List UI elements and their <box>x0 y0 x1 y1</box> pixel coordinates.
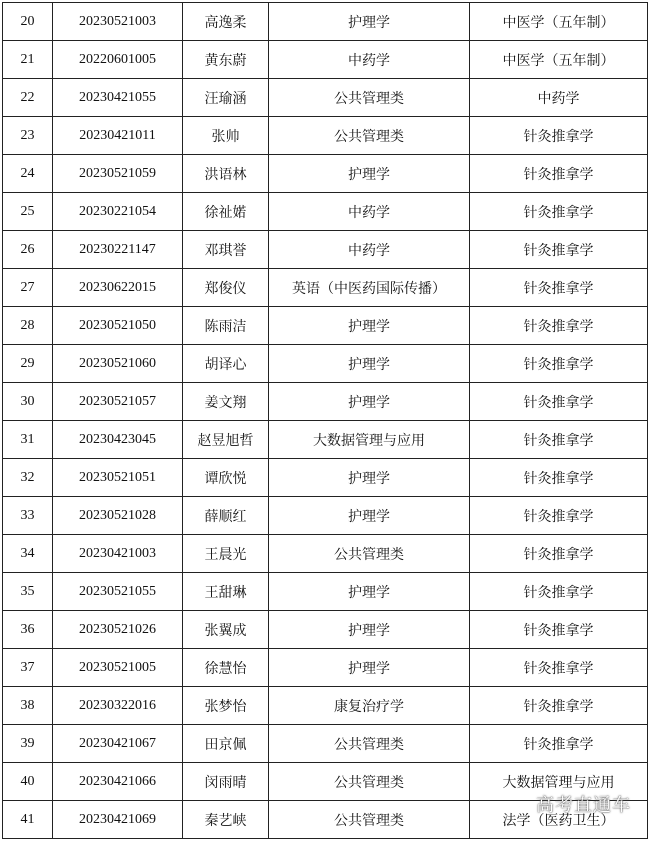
target-major-cell: 针灸推拿学 <box>470 573 648 611</box>
student-id-cell: 20230521050 <box>53 307 183 345</box>
target-major-cell: 针灸推拿学 <box>470 383 648 421</box>
row-number-cell: 35 <box>3 573 53 611</box>
watermark: 高考直通车 <box>536 795 631 816</box>
table-row <box>3 117 648 155</box>
table-row <box>3 421 648 459</box>
row-number-cell: 37 <box>3 649 53 687</box>
original-major-cell: 护理学 <box>269 307 470 345</box>
table-row <box>3 79 648 117</box>
target-major-cell: 针灸推拿学 <box>470 459 648 497</box>
original-major-cell: 公共管理类 <box>269 117 470 155</box>
student-name-cell: 高逸柔 <box>183 3 269 41</box>
row-number-cell: 28 <box>3 307 53 345</box>
table-row <box>3 801 648 839</box>
row-number-cell: 38 <box>3 687 53 725</box>
student-id-cell: 20230221054 <box>53 193 183 231</box>
row-number-cell: 20 <box>3 3 53 41</box>
student-id-cell: 20230521060 <box>53 345 183 383</box>
original-major-cell: 中药学 <box>269 193 470 231</box>
table-row <box>3 193 648 231</box>
table-row <box>3 41 648 79</box>
original-major-cell: 护理学 <box>269 611 470 649</box>
target-major-cell: 中医学（五年制） <box>470 3 648 41</box>
student-name-cell: 王晨光 <box>183 535 269 573</box>
target-major-cell: 针灸推拿学 <box>470 117 648 155</box>
transfer-roster-table <box>2 2 648 839</box>
target-major-cell: 中药学 <box>470 79 648 117</box>
original-major-cell: 康复治疗学 <box>269 687 470 725</box>
target-major-cell: 大数据管理与应用 <box>470 763 648 801</box>
student-id-cell: 20230521005 <box>53 649 183 687</box>
original-major-cell: 公共管理类 <box>269 763 470 801</box>
original-major-cell: 公共管理类 <box>269 725 470 763</box>
table-row <box>3 649 648 687</box>
student-name-cell: 徐祉婼 <box>183 193 269 231</box>
row-number-cell: 33 <box>3 497 53 535</box>
row-number-cell: 24 <box>3 155 53 193</box>
table-row <box>3 611 648 649</box>
student-id-cell: 20230521028 <box>53 497 183 535</box>
target-major-cell: 中医学（五年制） <box>470 41 648 79</box>
student-id-cell: 20230521057 <box>53 383 183 421</box>
student-id-cell: 20230421066 <box>53 763 183 801</box>
student-id-cell: 20230622015 <box>53 269 183 307</box>
student-name-cell: 姜文翔 <box>183 383 269 421</box>
student-id-cell: 20230221147 <box>53 231 183 269</box>
student-id-cell: 20230421003 <box>53 535 183 573</box>
student-name-cell: 徐慧怡 <box>183 649 269 687</box>
row-number-cell: 21 <box>3 41 53 79</box>
row-number-cell: 27 <box>3 269 53 307</box>
table-row <box>3 231 648 269</box>
target-major-cell: 针灸推拿学 <box>470 611 648 649</box>
student-name-cell: 闵雨晴 <box>183 763 269 801</box>
target-major-cell: 针灸推拿学 <box>470 231 648 269</box>
student-id-cell: 20230521026 <box>53 611 183 649</box>
original-major-cell: 公共管理类 <box>269 801 470 839</box>
original-major-cell: 护理学 <box>269 3 470 41</box>
row-number-cell: 30 <box>3 383 53 421</box>
original-major-cell: 英语（中医药国际传播） <box>269 269 470 307</box>
original-major-cell: 中药学 <box>269 41 470 79</box>
original-major-cell: 护理学 <box>269 383 470 421</box>
student-name-cell: 薛顺红 <box>183 497 269 535</box>
target-major-cell: 针灸推拿学 <box>470 269 648 307</box>
original-major-cell: 护理学 <box>269 497 470 535</box>
original-major-cell: 护理学 <box>269 649 470 687</box>
student-id-cell: 20230421011 <box>53 117 183 155</box>
target-major-cell: 针灸推拿学 <box>470 193 648 231</box>
row-number-cell: 40 <box>3 763 53 801</box>
row-number-cell: 32 <box>3 459 53 497</box>
original-major-cell: 护理学 <box>269 573 470 611</box>
original-major-cell: 公共管理类 <box>269 535 470 573</box>
row-number-cell: 39 <box>3 725 53 763</box>
row-number-cell: 26 <box>3 231 53 269</box>
table-row <box>3 573 648 611</box>
row-number-cell: 36 <box>3 611 53 649</box>
table-row <box>3 763 648 801</box>
target-major-cell: 针灸推拿学 <box>470 535 648 573</box>
roster-body <box>3 3 648 839</box>
student-name-cell: 田京佩 <box>183 725 269 763</box>
student-id-cell: 20230423045 <box>53 421 183 459</box>
student-id-cell: 20230521051 <box>53 459 183 497</box>
target-major-cell: 针灸推拿学 <box>470 725 648 763</box>
table-row <box>3 535 648 573</box>
table-row <box>3 155 648 193</box>
target-major-cell: 针灸推拿学 <box>470 155 648 193</box>
student-name-cell: 胡译心 <box>183 345 269 383</box>
student-name-cell: 张帅 <box>183 117 269 155</box>
student-id-cell: 20230521055 <box>53 573 183 611</box>
row-number-cell: 23 <box>3 117 53 155</box>
student-name-cell: 王甜琳 <box>183 573 269 611</box>
row-number-cell: 31 <box>3 421 53 459</box>
student-id-cell: 20230421055 <box>53 79 183 117</box>
student-name-cell: 洪语林 <box>183 155 269 193</box>
row-number-cell: 29 <box>3 345 53 383</box>
student-id-cell: 20230521059 <box>53 155 183 193</box>
table-row <box>3 725 648 763</box>
student-id-cell: 20220601005 <box>53 41 183 79</box>
original-major-cell: 中药学 <box>269 231 470 269</box>
original-major-cell: 公共管理类 <box>269 79 470 117</box>
original-major-cell: 护理学 <box>269 459 470 497</box>
table-row <box>3 383 648 421</box>
student-name-cell: 陈雨洁 <box>183 307 269 345</box>
target-major-cell: 针灸推拿学 <box>470 345 648 383</box>
table-row <box>3 307 648 345</box>
student-name-cell: 张梦怡 <box>183 687 269 725</box>
student-id-cell: 20230322016 <box>53 687 183 725</box>
student-id-cell: 20230521003 <box>53 3 183 41</box>
table-row <box>3 497 648 535</box>
target-major-cell: 针灸推拿学 <box>470 649 648 687</box>
target-major-cell: 针灸推拿学 <box>470 687 648 725</box>
row-number-cell: 22 <box>3 79 53 117</box>
student-name-cell: 秦艺峡 <box>183 801 269 839</box>
original-major-cell: 护理学 <box>269 155 470 193</box>
original-major-cell: 大数据管理与应用 <box>269 421 470 459</box>
target-major-cell: 针灸推拿学 <box>470 307 648 345</box>
student-name-cell: 黄东蔚 <box>183 41 269 79</box>
target-major-cell: 针灸推拿学 <box>470 421 648 459</box>
student-name-cell: 谭欣悦 <box>183 459 269 497</box>
original-major-cell: 护理学 <box>269 345 470 383</box>
target-major-cell: 法学（医药卫生） <box>470 801 648 839</box>
student-id-cell: 20230421069 <box>53 801 183 839</box>
row-number-cell: 34 <box>3 535 53 573</box>
student-id-cell: 20230421067 <box>53 725 183 763</box>
row-number-cell: 41 <box>3 801 53 839</box>
table-row <box>3 269 648 307</box>
student-name-cell: 汪瑜涵 <box>183 79 269 117</box>
student-name-cell: 赵昱旭哲 <box>183 421 269 459</box>
target-major-cell: 针灸推拿学 <box>470 497 648 535</box>
student-name-cell: 邓琪誉 <box>183 231 269 269</box>
row-number-cell: 25 <box>3 193 53 231</box>
table-row <box>3 687 648 725</box>
table-row <box>3 345 648 383</box>
student-name-cell: 张翼成 <box>183 611 269 649</box>
table-row <box>3 3 648 41</box>
student-name-cell: 郑俊仪 <box>183 269 269 307</box>
table-row <box>3 459 648 497</box>
